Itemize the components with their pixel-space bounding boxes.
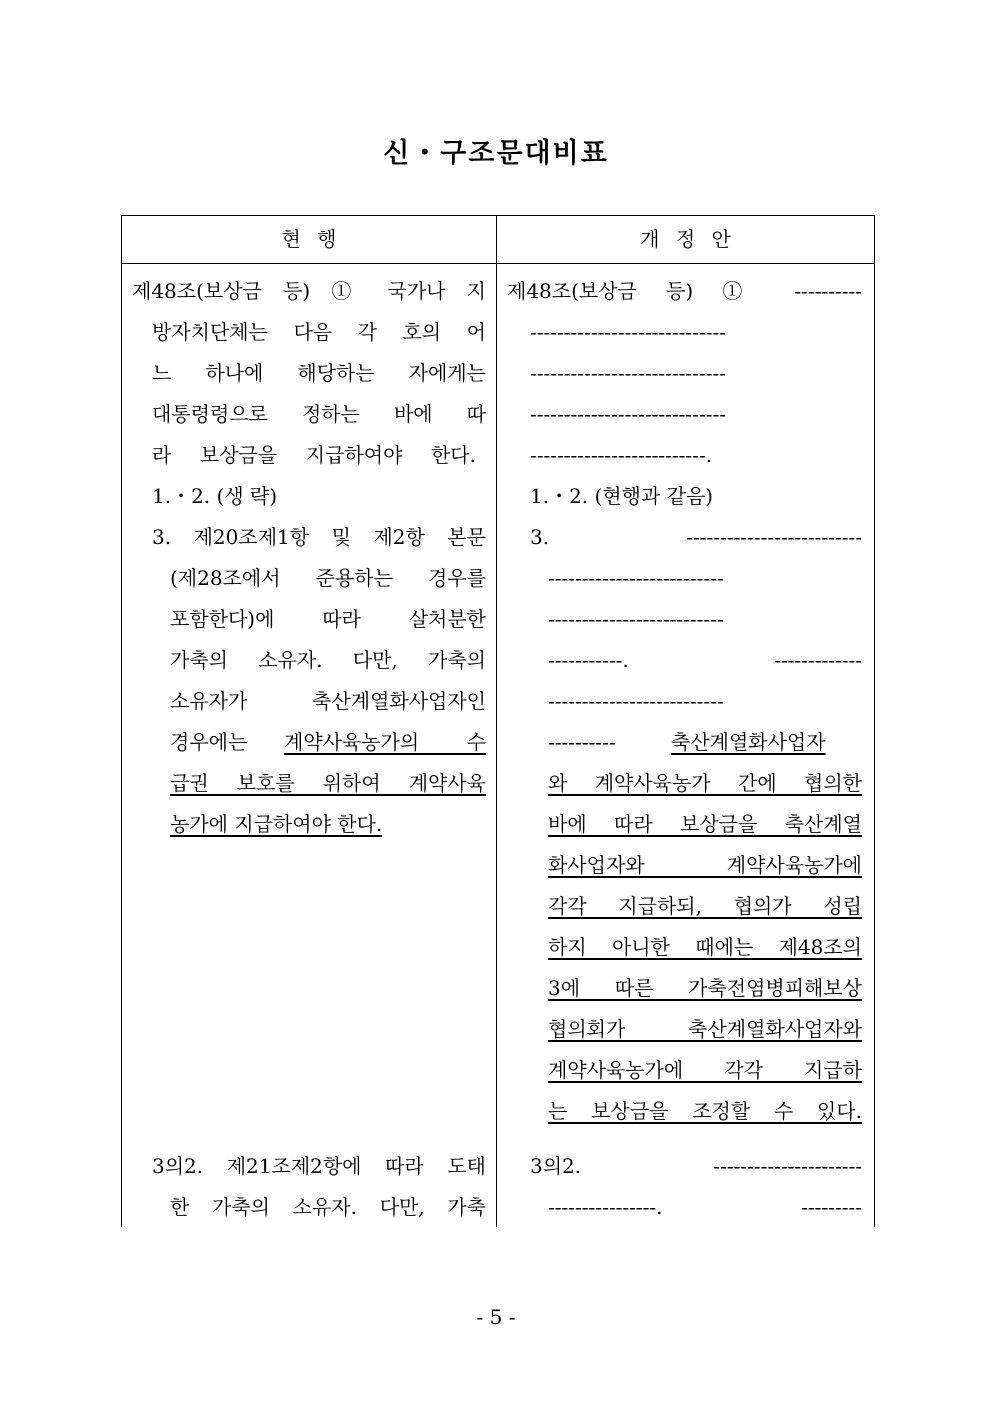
current-line: 대통령령으로 정하는 바에 따: [152, 402, 486, 426]
revised-line-underlined: 축산계열화사업자: [671, 730, 826, 754]
revised-line: -----------------------------: [530, 361, 726, 385]
revised-line-underlined: 바에 따라 보상금을 축산계열: [548, 812, 862, 836]
revised-line: --------------------------.: [530, 443, 713, 467]
current-line: 포함한다)에 따라 살처분한: [170, 607, 486, 631]
revised-line: -----------------------------: [530, 320, 726, 344]
page-number: - 5 -: [476, 1305, 516, 1329]
revised-line: ----------------. ---------: [548, 1195, 862, 1219]
revised-line: --------------------------: [548, 566, 724, 590]
revised-line-underlined: 하지 아니한 때에는 제48조의: [548, 935, 862, 959]
revised-line: --------------------------: [548, 689, 724, 713]
current-line: 가축의 소유자. 다만, 가축의: [170, 648, 486, 672]
header-revised: 개 정 안: [640, 227, 731, 251]
current-line: 1.・2. (생 략): [152, 484, 278, 508]
current-line: 경우에는: [170, 730, 248, 754]
header-current: 현 행: [281, 227, 337, 251]
current-line: 3. 제20조제1항 및 제2항 본문: [152, 525, 486, 549]
column-divider: [496, 216, 497, 1227]
comparison-table: [121, 215, 875, 1227]
revised-line-underlined: 는 보상금을 조정할 수 있다.: [548, 1099, 862, 1123]
document-title: 신・구조문대비표: [383, 138, 609, 169]
revised-line: -----------. -------------: [548, 648, 862, 672]
revised-line-underlined: 3에 따른 가축전염병피해보상: [548, 976, 862, 1000]
revised-line: ----------: [548, 730, 616, 754]
revised-line: -----------------------------: [530, 402, 726, 426]
current-line: 라 보상금을 지급하여야 한다.: [152, 443, 476, 467]
current-line-underlined: 급권 보호를 위하여 계약사육: [170, 771, 486, 795]
current-line: 3의2. 제21조제2항에 따라 도태: [152, 1154, 486, 1178]
current-line: 느 하나에 해당하는 자에게는: [152, 361, 486, 385]
current-line-underlined: 농가에 지급하여야 한다.: [170, 812, 383, 836]
revised-line: 3의2. ----------------------: [530, 1154, 862, 1178]
revised-line: 제48조(보상금 등) ① ----------: [507, 279, 862, 303]
header-divider: [122, 263, 874, 264]
current-line: 방자치단체는 다음 각 호의 어: [152, 320, 486, 344]
current-line: (제28조에서 준용하는 경우를: [170, 566, 486, 590]
revised-line: 1.・2. (현행과 같음): [530, 484, 714, 508]
revised-line-underlined: 와 계약사육농가 간에 협의한: [548, 771, 862, 795]
current-line: 한 가축의 소유자. 다만, 가축: [170, 1195, 486, 1219]
current-line: 제48조(보상금 등) ① 국가나 지: [132, 279, 486, 303]
revised-line-underlined: 각각 지급하되, 협의가 성립: [548, 894, 862, 918]
revised-line-underlined: 계약사육농가에 각각 지급하: [548, 1058, 862, 1082]
revised-line: --------------------------: [548, 607, 724, 631]
current-line: 소유자가 축산계열화사업자인: [170, 689, 486, 713]
revised-line-underlined: 협의회가 축산계열화사업자와: [548, 1017, 862, 1041]
current-line-underlined: 계약사육농가의 수: [284, 730, 486, 754]
revised-line: 3. --------------------------: [530, 525, 862, 549]
revised-line-underlined: 화사업자와 계약사육농가에: [548, 853, 862, 877]
